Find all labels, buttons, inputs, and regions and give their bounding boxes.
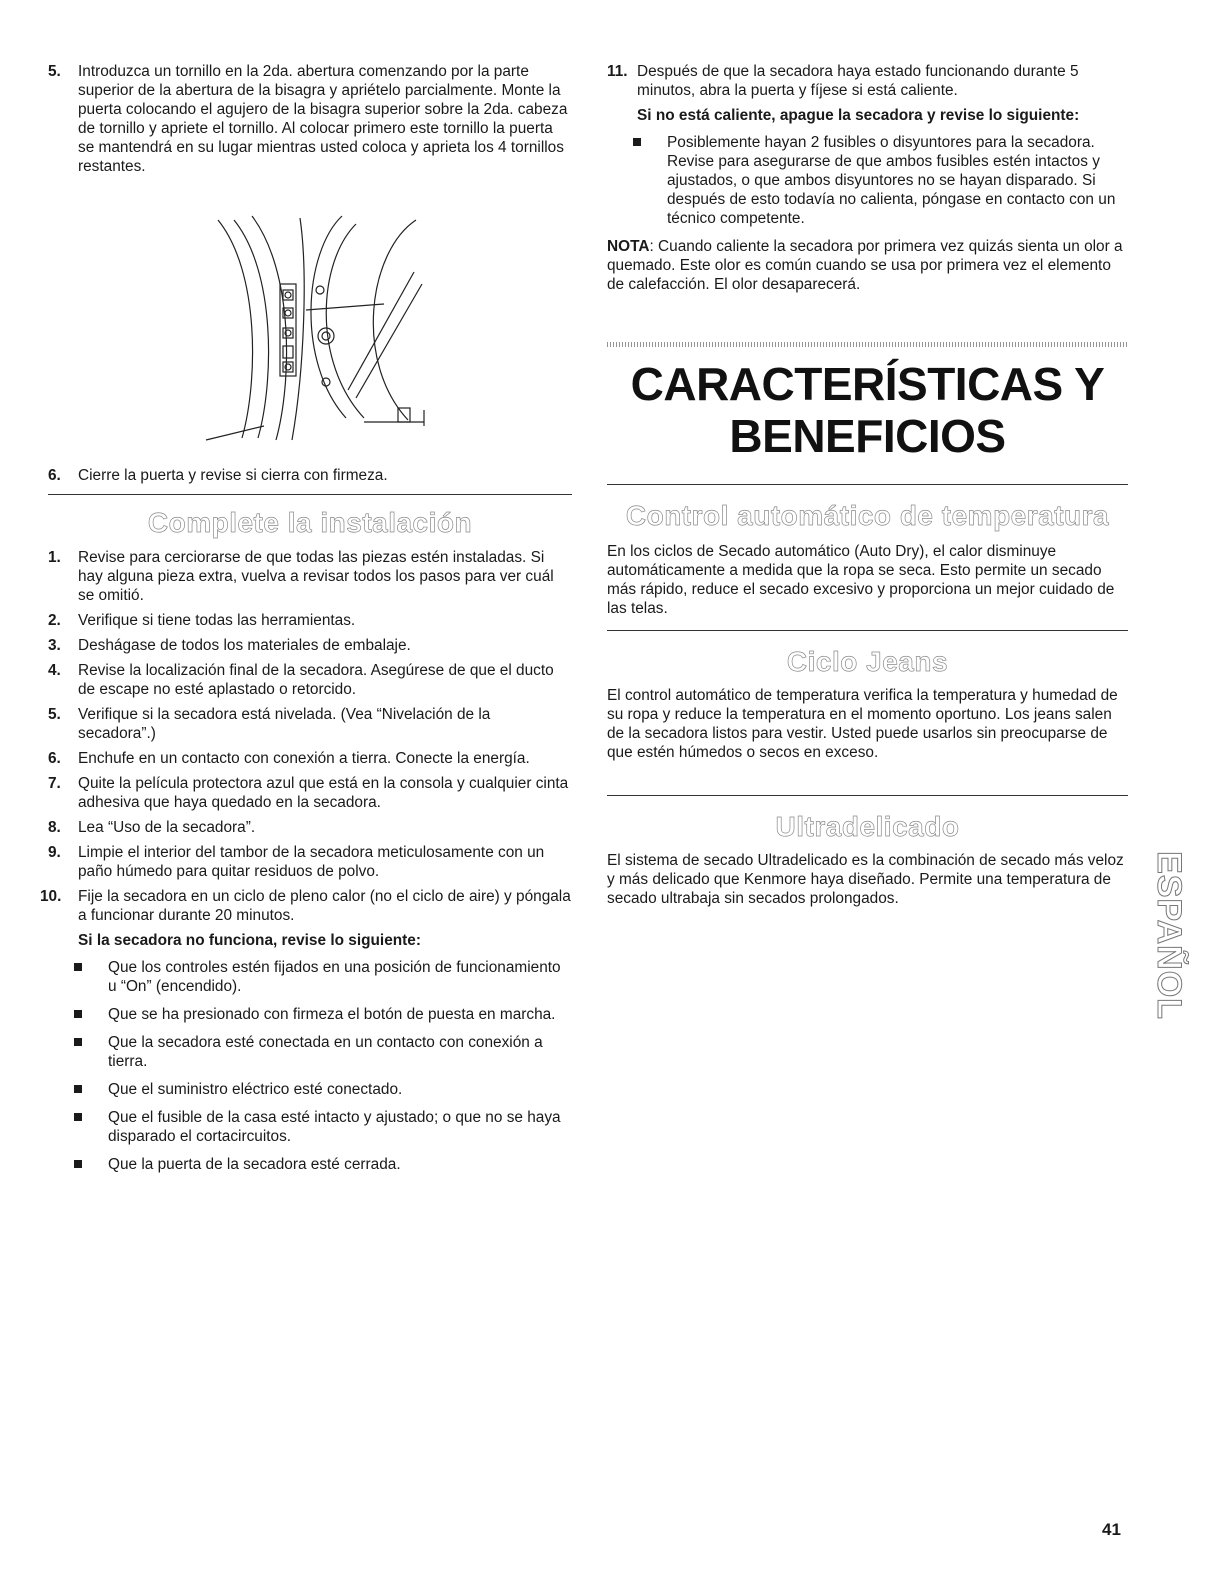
check-bullet <box>48 1033 572 1071</box>
checklist-item <box>48 611 572 630</box>
checklist-item <box>48 818 572 837</box>
step-text: Cierre la puerta y revise si cierra con firmeza. <box>78 467 388 484</box>
section-body-auto-temp: En los ciclos de Secado automático (Auto Dry), el calor disminuye automáticamente a medida que la ropa se seca. Esto permite un secado más rápido, reduce el secado excesivo y proporciona un mejor cuidado de las telas. <box>607 543 1115 617</box>
bullet-text: Que la secadora esté conectada en un contacto con conexión a tierra. <box>108 1034 543 1070</box>
features-title-line-2: BENEFICIOS <box>729 410 1006 462</box>
step-5 <box>48 62 572 176</box>
item-text: Deshágase de todos los materiales de embalaje. <box>78 637 411 654</box>
step-text: Introduzca un tornillo en la 2da. abertura comenzando por la parte superior de la abertura de la bisagra y apriételo parcialmente. Monte la puerta colocando el agujero de la bisagra superior sobre la 2da. cabeza de tornillo y apriete el tornillo. Al colocar primero este tornillo la puerta se mantendrá en su lugar mientras usted coloca y aprieta los 4 tornillos restantes. <box>78 63 568 175</box>
item-text: Fije la secadora en un ciclo de pleno calor (no el ciclo de aire) y póngala a funcionar durante 20 minutos. <box>78 888 571 924</box>
checklist-item <box>48 636 572 655</box>
checklist-item <box>40 887 572 925</box>
item-number: 5. <box>48 706 61 723</box>
section-title-ultradelicate: Ultradelicado <box>775 811 960 842</box>
step-number: 5. <box>48 63 61 80</box>
item-text: Limpie el interior del tambor de la secadora meticulosamente con un paño húmedo para quitar residuos de polvo. <box>78 844 545 880</box>
step-6 <box>48 466 572 485</box>
item-number: 4. <box>48 662 61 679</box>
check-bullet <box>48 1080 572 1099</box>
language-side-tab <box>1148 810 1188 1060</box>
dotted-divider <box>607 342 1128 347</box>
item-text: Lea “Uso de la secadora”. <box>78 819 256 836</box>
step-11 <box>607 62 1128 100</box>
item-number: 1. <box>48 549 61 566</box>
door-hinge-illustration <box>196 212 430 448</box>
bullet-square-icon <box>74 963 82 971</box>
step-number: 11. <box>607 63 628 80</box>
page-number: 41 <box>1102 1520 1121 1539</box>
not-hot-heading: Si no está caliente, apague la secadora y revise lo siguiente: <box>637 107 1080 124</box>
features-title-line-1: CARACTERÍSTICAS Y <box>630 358 1105 410</box>
item-number: 9. <box>48 844 61 861</box>
bullet-text: Que la puerta de la secadora esté cerrada. <box>108 1156 401 1173</box>
checklist-item <box>48 661 572 699</box>
item-text: Quite la película protectora azul que está en la consola y cualquier cinta adhesiva que haya quedado en la secadora. <box>78 775 569 811</box>
bullet-text: Que el fusible de la casa esté intacto y ajustado; o que no se haya disparado el cortacircuitos. <box>108 1109 561 1145</box>
bullet-text: Posiblemente hayan 2 fusibles o disyuntores para la secadora. Revise para asegurarse de que ambos fusibles estén intactos y ajustados, o que ambos disyuntores no se hayan disparado. Si después de esto todavía no calienta, póngase en contacto con un técnico competente. <box>667 134 1116 227</box>
checklist-item <box>48 774 572 812</box>
section-title-complete-installation: Complete la instalación <box>147 507 473 538</box>
item-text: Revise la localización final de la secadora. Asegúrese de que el ducto de escape no esté aplastado o retorcido. <box>78 662 554 698</box>
item-number: 3. <box>48 637 61 654</box>
section-title-auto-temp: Control automático de temperatura <box>625 500 1110 531</box>
item-number: 8. <box>48 819 61 836</box>
section-divider <box>607 630 1128 631</box>
section-divider <box>48 494 572 495</box>
item-number: 7. <box>48 775 61 792</box>
step-number: 6. <box>48 467 61 484</box>
note-paragraph <box>607 237 1128 294</box>
check-bullet <box>48 1155 572 1174</box>
if-not-working-heading: Si la secadora no funciona, revise lo siguiente: <box>78 932 421 949</box>
item-text: Verifique si tiene todas las herramientas. <box>78 612 356 629</box>
item-number: 6. <box>48 750 61 767</box>
bullet-square-icon <box>633 138 641 146</box>
checklist-item <box>48 705 572 743</box>
bullet-square-icon <box>74 1038 82 1046</box>
section-divider <box>607 795 1128 796</box>
bullet-text: Que el suministro eléctrico esté conectado. <box>108 1081 403 1098</box>
item-number: 2. <box>48 612 61 629</box>
checklist-item <box>48 749 572 768</box>
item-text: Verifique si la secadora está nivelada. (Vea “Nivelación de la secadora”.) <box>78 706 491 742</box>
section-body-ultradelicate: El sistema de secado Ultradelicado es la combinación de secado más veloz y más delicado que Kenmore haya diseñado. Permite una temperatura de secado ultrabaja sin secados prolongados. <box>607 852 1124 907</box>
check-bullet <box>48 1005 572 1024</box>
section-body-jeans: El control automático de temperatura verifica la temperatura y humedad de su ropa y reduce la temperatura en el momento oportuno. Los jeans salen de la secadora listos para vestir. Usted puede usarlos sin preocuparse de que estén húmedos o secos en exceso. <box>607 687 1118 761</box>
checklist-item <box>48 843 572 881</box>
bullet-text: Que se ha presionado con firmeza el botón de puesta en marcha. <box>108 1006 556 1023</box>
note-label: NOTA <box>607 238 650 255</box>
bullet-text: Que los controles estén fijados en una posición de funcionamiento u “On” (encendido). <box>108 959 561 995</box>
section-divider <box>607 484 1128 485</box>
item-number: 10. <box>40 888 62 905</box>
item-text: Revise para cerciorarse de que todas las piezas estén instaladas. Si hay alguna pieza extra, vuelva a revisar todos los pasos para ver cuál se omitió. <box>78 549 554 604</box>
bullet-square-icon <box>74 1085 82 1093</box>
note-text: : Cuando caliente la secadora por primera vez quizás sienta un olor a quemado. Este olor es común cuando se usa por primera vez el elemento de calefacción. El olor desaparecerá. <box>607 238 1123 293</box>
bullet-square-icon <box>74 1010 82 1018</box>
bullet-square-icon <box>74 1113 82 1121</box>
checklist-item <box>48 548 572 605</box>
step-text: Después de que la secadora haya estado funcionando durante 5 minutos, abra la puerta y fíjese si está caliente. <box>637 63 1079 99</box>
check-bullet <box>48 1108 572 1146</box>
language-label: ESPAÑOL <box>1149 850 1188 1020</box>
check-bullet <box>48 958 572 996</box>
item-text: Enchufe en un contacto con conexión a tierra. Conecte la energía. <box>78 750 530 767</box>
bullet-square-icon <box>74 1160 82 1168</box>
section-title-jeans: Ciclo Jeans <box>786 646 949 677</box>
fuse-bullet <box>607 133 1128 228</box>
